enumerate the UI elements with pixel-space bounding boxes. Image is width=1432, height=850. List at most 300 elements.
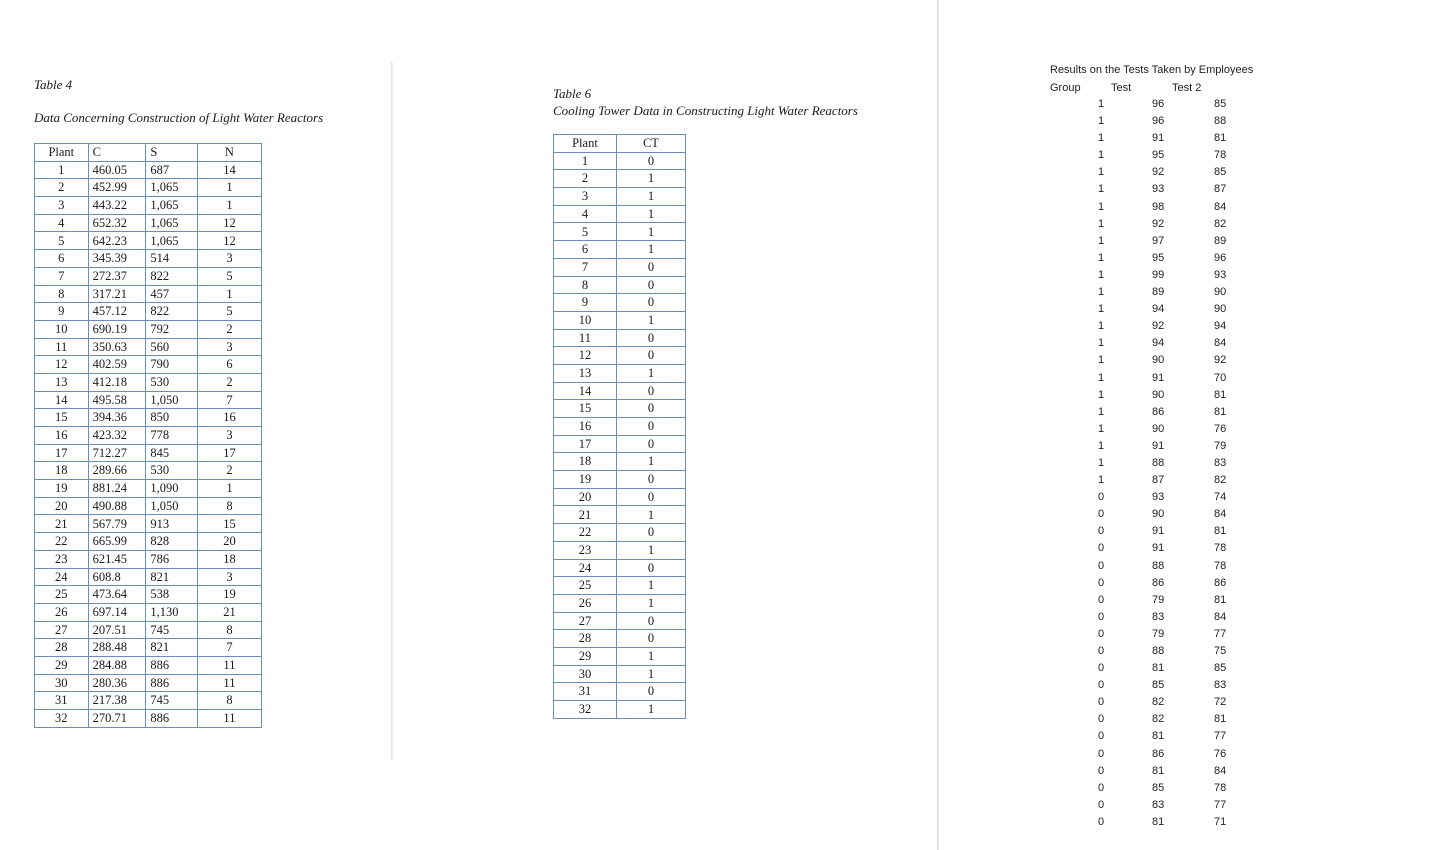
employee-test2-value: 81: [1214, 713, 1227, 726]
table4-cell: 17: [35, 444, 89, 462]
table4-row: [35, 533, 262, 551]
table6-cell: 0: [616, 683, 685, 701]
table6-cell: 1: [616, 205, 685, 223]
table4-cell: 1,065: [146, 232, 197, 250]
employee-test2-value: 77: [1214, 798, 1227, 811]
table4-label: Table 4: [34, 77, 73, 92]
employee-row: [1048, 337, 1248, 354]
table6-cell: 5: [554, 223, 617, 241]
table6-row: [554, 471, 686, 489]
employee-row: [1048, 508, 1248, 525]
table6-cell: 0: [616, 382, 685, 400]
table4-cell: 2: [35, 179, 89, 197]
table4-row: [35, 197, 262, 215]
table6-cell: 0: [616, 524, 685, 542]
employee-row: [1048, 611, 1248, 628]
employee-test-value: 90: [1152, 422, 1165, 435]
table6-cell: 15: [554, 400, 617, 418]
table6-row: [554, 364, 686, 382]
table6-cell: 4: [554, 205, 617, 223]
table4-row: [35, 320, 262, 338]
employee-test-value: 91: [1152, 542, 1165, 555]
table4-row: [35, 462, 262, 480]
table6-row: [554, 258, 686, 276]
employee-group-value: 0: [1098, 593, 1105, 606]
table4-cell: 745: [146, 621, 197, 639]
table4-row: [35, 568, 262, 586]
table4-cell: 9: [35, 303, 89, 321]
table6-row: [554, 612, 686, 630]
table6-row: [554, 701, 686, 719]
table4-cell: 7: [197, 639, 261, 657]
table4-cell: 786: [146, 550, 197, 568]
employee-test-value: 91: [1152, 439, 1165, 452]
table4-row: [35, 338, 262, 356]
table4-cell: 495.58: [88, 391, 146, 409]
employee-row: [1048, 560, 1248, 577]
table4-cell: 10: [35, 320, 89, 338]
employee-group-value: 1: [1098, 337, 1105, 350]
employee-test-value: 86: [1152, 405, 1165, 418]
table4-cell: 1: [35, 161, 89, 179]
employee-row: [1048, 166, 1248, 183]
employee-test2-value: 84: [1214, 610, 1227, 623]
employee-row: [1048, 679, 1248, 696]
employee-row: [1048, 816, 1248, 833]
employee-row: [1048, 577, 1248, 594]
employee-row: [1048, 713, 1248, 730]
table6-header-ct: CT: [616, 135, 685, 153]
table4-row: [35, 179, 262, 197]
employee-group-value: 1: [1098, 371, 1105, 384]
table6-row: [554, 382, 686, 400]
employee-test2-value: 96: [1214, 251, 1227, 264]
table4-cell: 8: [35, 285, 89, 303]
table4-cell: 12: [35, 356, 89, 374]
table4-cell: 790: [146, 356, 197, 374]
employee-row: [1048, 115, 1248, 132]
table4-cell: 5: [35, 232, 89, 250]
employee-test2-value: 84: [1214, 764, 1227, 777]
employee-test-value: 95: [1152, 251, 1165, 264]
table4-cell: 1,050: [146, 391, 197, 409]
table4-header-c: C: [88, 144, 146, 162]
employee-test-value: 91: [1152, 525, 1165, 538]
table4: [34, 143, 262, 728]
table4-cell: 530: [146, 462, 197, 480]
table4-cell: 886: [146, 674, 197, 692]
table6-row: [554, 506, 686, 524]
table4-cell: 530: [146, 373, 197, 391]
table6-row: [554, 594, 686, 612]
table4-cell: 4: [35, 214, 89, 232]
table6-cell: 1: [616, 594, 685, 612]
table4-cell: 3: [197, 427, 261, 445]
employee-test2-value: 81: [1214, 593, 1227, 606]
table6-cell: 10: [554, 311, 617, 329]
table4-cell: 490.88: [88, 497, 146, 515]
table4-row: [35, 710, 262, 728]
employee-test2-value: 81: [1214, 388, 1227, 401]
table4-cell: 822: [146, 267, 197, 285]
table4-cell: 21: [197, 603, 261, 621]
employee-test2-value: 81: [1214, 132, 1227, 145]
table4-row: [35, 621, 262, 639]
employee-test-value: 81: [1152, 730, 1165, 743]
employee-group-value: 0: [1098, 645, 1105, 657]
table6-cell: 6: [554, 241, 617, 259]
employee-test2-value: 84: [1214, 337, 1227, 350]
table4-cell: 28: [35, 639, 89, 657]
table6-row: [554, 683, 686, 701]
employee-test-value: 83: [1152, 798, 1165, 811]
employee-test2-value: 83: [1214, 456, 1227, 469]
table4-row: [35, 586, 262, 604]
table6-cell: 0: [616, 347, 685, 365]
table4-row: [35, 391, 262, 409]
employee-test2-value: 76: [1214, 422, 1227, 435]
table4-cell: 13: [35, 373, 89, 391]
employee-test-value: 91: [1152, 132, 1165, 145]
table6-row: [554, 453, 686, 471]
table4-cell: 1,065: [146, 197, 197, 215]
employee-row: [1048, 748, 1248, 765]
table4-cell: 778: [146, 427, 197, 445]
table6-cell: 14: [554, 382, 617, 400]
employee-test-value: 88: [1152, 645, 1165, 657]
table4-cell: 22: [35, 533, 89, 551]
table6-cell: 20: [554, 488, 617, 506]
table4-cell: 538: [146, 586, 197, 604]
table4-cell: 3: [35, 197, 89, 215]
employee-group-value: 0: [1098, 662, 1105, 675]
table4-cell: 16: [197, 409, 261, 427]
table4-header-row: [35, 144, 262, 162]
table6: [553, 134, 686, 719]
table6-row: [554, 524, 686, 542]
employee-test-value: 91: [1152, 371, 1165, 384]
employee-test2-value: 83: [1214, 679, 1227, 692]
employee-test-value: 83: [1152, 610, 1165, 623]
table4-cell: 14: [197, 161, 261, 179]
table4-cell: 8: [197, 621, 261, 639]
employee-test-value: 81: [1152, 662, 1165, 675]
table4-row: [35, 214, 262, 232]
table4-cell: 1,130: [146, 603, 197, 621]
table4-cell: 473.64: [88, 586, 146, 604]
table6-cell: 1: [616, 311, 685, 329]
employee-test2-value: 82: [1214, 217, 1227, 230]
table6-cell: 0: [616, 276, 685, 294]
employee-row: [1048, 201, 1248, 218]
employee-row: [1048, 132, 1248, 149]
employee-test2-value: 77: [1214, 627, 1227, 640]
employee-test2-value: 86: [1214, 576, 1227, 589]
employee-test-value: 86: [1152, 747, 1165, 760]
table6-row: [554, 647, 686, 665]
employee-row: [1048, 525, 1248, 542]
table4-cell: 11: [197, 656, 261, 674]
employee-row: [1048, 303, 1248, 320]
table4-cell: 7: [35, 267, 89, 285]
employee-test-value: 79: [1152, 593, 1165, 606]
employee-test-value: 98: [1152, 200, 1165, 213]
table6-cell: 0: [616, 258, 685, 276]
table4-cell: 652.32: [88, 214, 146, 232]
table4-cell: 18: [35, 462, 89, 480]
table6-cell: 1: [616, 506, 685, 524]
employee-test2-value: 84: [1214, 508, 1227, 521]
employee-group-value: 0: [1098, 491, 1105, 504]
table4-cell: 2: [197, 373, 261, 391]
employee-test2-value: 71: [1214, 815, 1227, 828]
table4-cell: 11: [197, 710, 261, 728]
table6-cell: 1: [616, 223, 685, 241]
employee-row: [1048, 372, 1248, 389]
table4-cell: 24: [35, 568, 89, 586]
table4-row: [35, 480, 262, 498]
table6-cell: 1: [616, 577, 685, 595]
employee-row: [1048, 406, 1248, 423]
employee-row: [1048, 389, 1248, 406]
table4-cell: 27: [35, 621, 89, 639]
employee-group-value: 0: [1098, 747, 1105, 760]
table4-cell: 20: [35, 497, 89, 515]
employee-test-value: 82: [1152, 696, 1165, 709]
employee-header-group: Group: [1050, 82, 1081, 94]
employee-row: [1048, 645, 1248, 662]
table4-cell: 3: [197, 338, 261, 356]
employee-test2-value: 75: [1214, 645, 1227, 657]
table4-header-plant: Plant: [35, 144, 89, 162]
employee-group-value: 1: [1098, 388, 1105, 401]
table4-cell: 1: [197, 285, 261, 303]
table4-row: [35, 161, 262, 179]
table6-cell: 25: [554, 577, 617, 595]
table6-cell: 28: [554, 630, 617, 648]
table4-cell: 697.14: [88, 603, 146, 621]
employee-test2-value: 90: [1214, 286, 1227, 299]
employee-row: [1048, 440, 1248, 457]
table4-row: [35, 497, 262, 515]
table6-cell: 32: [554, 701, 617, 719]
table6-cell: 22: [554, 524, 617, 542]
table4-row: [35, 674, 262, 692]
employee-group-value: 0: [1098, 815, 1105, 828]
table6-cell: 3: [554, 188, 617, 206]
table6-cell: 1: [616, 541, 685, 559]
employee-row: [1048, 594, 1248, 611]
table4-cell: 412.18: [88, 373, 146, 391]
table4-row: [35, 356, 262, 374]
table4-row: [35, 692, 262, 710]
table6-cell: 0: [616, 400, 685, 418]
table6-row: [554, 347, 686, 365]
employee-group-value: 0: [1098, 525, 1105, 538]
employee-test2-value: 90: [1214, 303, 1227, 316]
employee-group-value: 0: [1098, 764, 1105, 777]
table4-cell: 350.63: [88, 338, 146, 356]
table4-cell: 30: [35, 674, 89, 692]
table6-cell: 2: [554, 170, 617, 188]
table4-cell: 345.39: [88, 250, 146, 268]
employee-test2-value: 88: [1214, 115, 1227, 128]
employee-test-value: 85: [1152, 781, 1165, 794]
table6-row: [554, 400, 686, 418]
table4-header-n: N: [197, 144, 261, 162]
table6-cell: 11: [554, 329, 617, 347]
employee-group-value: 1: [1098, 303, 1105, 316]
employee-test2-value: 82: [1214, 474, 1227, 487]
employee-test2-value: 76: [1214, 747, 1227, 760]
table4-cell: 1,065: [146, 179, 197, 197]
table4-cell: 289.66: [88, 462, 146, 480]
table6-cell: 1: [616, 701, 685, 719]
table4-row: [35, 656, 262, 674]
table6-row: [554, 577, 686, 595]
table4-row: [35, 267, 262, 285]
employee-test-value: 94: [1152, 337, 1165, 350]
table6-cell: 0: [616, 435, 685, 453]
table6-cell: 19: [554, 471, 617, 489]
table6-row: [554, 541, 686, 559]
employee-row: [1048, 286, 1248, 303]
table6-row: [554, 188, 686, 206]
table4-cell: 423.32: [88, 427, 146, 445]
employee-test-value: 85: [1152, 679, 1165, 692]
table4-row: [35, 427, 262, 445]
employee-group-value: 0: [1098, 508, 1105, 521]
table4-cell: 29: [35, 656, 89, 674]
table4-cell: 26: [35, 603, 89, 621]
employee-group-value: 0: [1098, 730, 1105, 743]
employee-test-value: 96: [1152, 115, 1165, 128]
employee-test-value: 92: [1152, 166, 1165, 179]
table6-cell: 0: [616, 488, 685, 506]
employee-row: [1048, 662, 1248, 679]
employee-group-value: 0: [1098, 679, 1105, 692]
table6-cell: 16: [554, 418, 617, 436]
employee-group-value: 1: [1098, 268, 1105, 281]
employee-test2-value: 94: [1214, 320, 1227, 333]
employee-group-value: 1: [1098, 183, 1105, 196]
table4-cell: 881.24: [88, 480, 146, 498]
table6-row: [554, 223, 686, 241]
employee-test2-value: 77: [1214, 730, 1227, 743]
table6-cell: 12: [554, 347, 617, 365]
employee-test-value: 96: [1152, 98, 1165, 110]
employee-group-value: 1: [1098, 354, 1105, 367]
employee-test2-value: 93: [1214, 268, 1227, 281]
table4-cell: 687: [146, 161, 197, 179]
employee-row: [1048, 696, 1248, 713]
table4-row: [35, 232, 262, 250]
table6-cell: 0: [616, 152, 685, 170]
employee-test-value: 88: [1152, 559, 1165, 572]
employee-group-value: 1: [1098, 149, 1105, 162]
table6-row: [554, 152, 686, 170]
table6-row: [554, 329, 686, 347]
employee-row: [1048, 320, 1248, 337]
table4-row: [35, 303, 262, 321]
table4-cell: 17: [197, 444, 261, 462]
employee-test-value: 81: [1152, 764, 1165, 777]
employee-group-value: 1: [1098, 200, 1105, 213]
employee-group-value: 0: [1098, 696, 1105, 709]
table6-header-plant: Plant: [554, 135, 617, 153]
table6-row: [554, 241, 686, 259]
table6-cell: 0: [616, 559, 685, 577]
employee-test-value: 92: [1152, 217, 1165, 230]
table6-cell: 0: [616, 471, 685, 489]
employee-rows: [1048, 98, 1248, 833]
table6-header-row: [554, 135, 686, 153]
table4-cell: 288.48: [88, 639, 146, 657]
table4-cell: 886: [146, 656, 197, 674]
table4-cell: 1: [197, 197, 261, 215]
table6-cell: 1: [616, 364, 685, 382]
table4-header-s: S: [146, 144, 197, 162]
table4-cell: 608.8: [88, 568, 146, 586]
employee-test2-value: 79: [1214, 439, 1227, 452]
table4-cell: 443.22: [88, 197, 146, 215]
table4-row: [35, 515, 262, 533]
employee-group-value: 1: [1098, 132, 1105, 145]
employee-row: [1048, 218, 1248, 235]
employee-row: [1048, 269, 1248, 286]
table4-cell: 5: [197, 267, 261, 285]
employee-test-value: 88: [1152, 456, 1165, 469]
table4-cell: 19: [35, 480, 89, 498]
table4-row: [35, 285, 262, 303]
table4-row: [35, 444, 262, 462]
employee-group-value: 1: [1098, 474, 1105, 487]
table4-cell: 452.99: [88, 179, 146, 197]
table4-cell: 1,050: [146, 497, 197, 515]
table6-cell: 1: [616, 188, 685, 206]
employee-group-value: 1: [1098, 405, 1105, 418]
employee-test-value: 87: [1152, 474, 1165, 487]
table4-cell: 7: [197, 391, 261, 409]
employee-row: [1048, 799, 1248, 816]
table4-cell: 12: [197, 232, 261, 250]
table6-cell: 9: [554, 294, 617, 312]
table4-cell: 270.71: [88, 710, 146, 728]
table6-cell: 0: [616, 418, 685, 436]
table4-cell: 1,090: [146, 480, 197, 498]
table6-cell: 24: [554, 559, 617, 577]
employee-row: [1048, 252, 1248, 269]
table4-row: [35, 373, 262, 391]
table6-cell: 1: [616, 453, 685, 471]
table4-cell: 560: [146, 338, 197, 356]
employee-row: [1048, 98, 1248, 115]
table4-cell: 712.27: [88, 444, 146, 462]
table6-row: [554, 294, 686, 312]
table4-cell: 11: [35, 338, 89, 356]
table4-cell: 845: [146, 444, 197, 462]
employee-test-value: 81: [1152, 815, 1165, 828]
table4-cell: 621.45: [88, 550, 146, 568]
employee-test2-value: 78: [1214, 781, 1227, 794]
employee-test-value: 93: [1152, 491, 1165, 504]
table6-row: [554, 559, 686, 577]
table4-cell: 402.59: [88, 356, 146, 374]
table6-cell: 7: [554, 258, 617, 276]
employee-test-value: 79: [1152, 627, 1165, 640]
employee-test-value: 97: [1152, 234, 1165, 247]
table6-cell: 13: [554, 364, 617, 382]
